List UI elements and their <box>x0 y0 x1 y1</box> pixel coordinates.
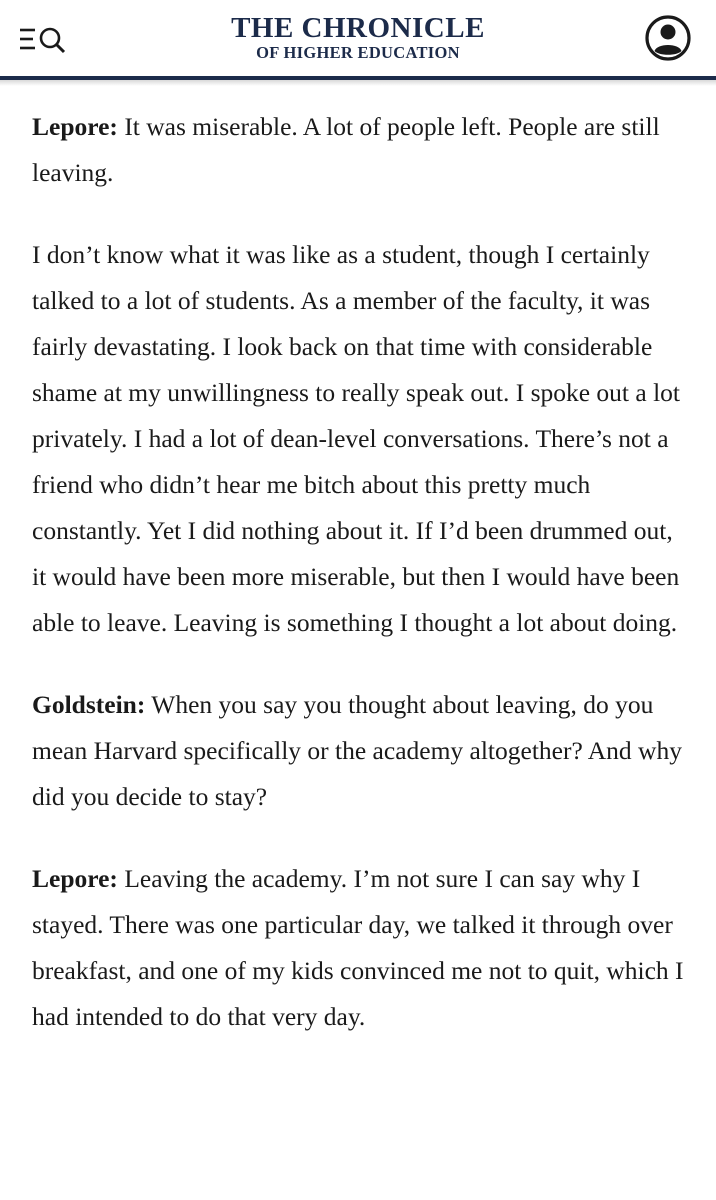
article-paragraph <box>32 232 688 646</box>
article-paragraph <box>32 104 688 196</box>
account-icon[interactable] <box>644 14 692 62</box>
paragraph-text: Leaving the academy. I’m not sure I can say why I stayed. There was one particular day, we talked it through over breakfast, and one of my kids convinced me not to quit, which I had intended to do that very day. <box>32 864 684 1031</box>
article-body <box>32 104 688 1076</box>
site-logo[interactable] <box>198 14 518 62</box>
article-paragraph <box>32 856 688 1040</box>
paragraph-text: When you say you thought about leaving, do you mean Harvard specifically or the academy altogether? And why did you decide to stay? <box>32 690 682 811</box>
menu-search-icon[interactable] <box>18 22 72 58</box>
site-header <box>0 0 716 78</box>
speaker-name: Lepore: <box>32 864 118 893</box>
paragraph-text: It was miserable. A lot of people left. People are still leaving. <box>32 112 660 187</box>
header-shadow <box>0 80 716 86</box>
paragraph-text: I don’t know what it was like as a student, though I certainly talked to a lot of students. As a member of the faculty, it was fairly devastating. I look back on that time with considerable shame at my unwillingness to really speak out. I spoke out a lot privately. I had a lot of dean-level conversations. There’s not a friend who didn’t hear me bitch about this pretty much constantly. Yet I did nothing about it. If I’d been drummed out, it would have been more miserable, but then I would have been able to leave. Leaving is something I thought a lot about doing. <box>32 240 681 637</box>
logo-title: THE CHRONICLE <box>231 12 485 44</box>
logo-subtitle: OF HIGHER EDUCATION <box>256 43 460 62</box>
article-paragraph <box>32 682 688 820</box>
speaker-name: Goldstein: <box>32 690 146 719</box>
speaker-name: Lepore: <box>32 112 118 141</box>
